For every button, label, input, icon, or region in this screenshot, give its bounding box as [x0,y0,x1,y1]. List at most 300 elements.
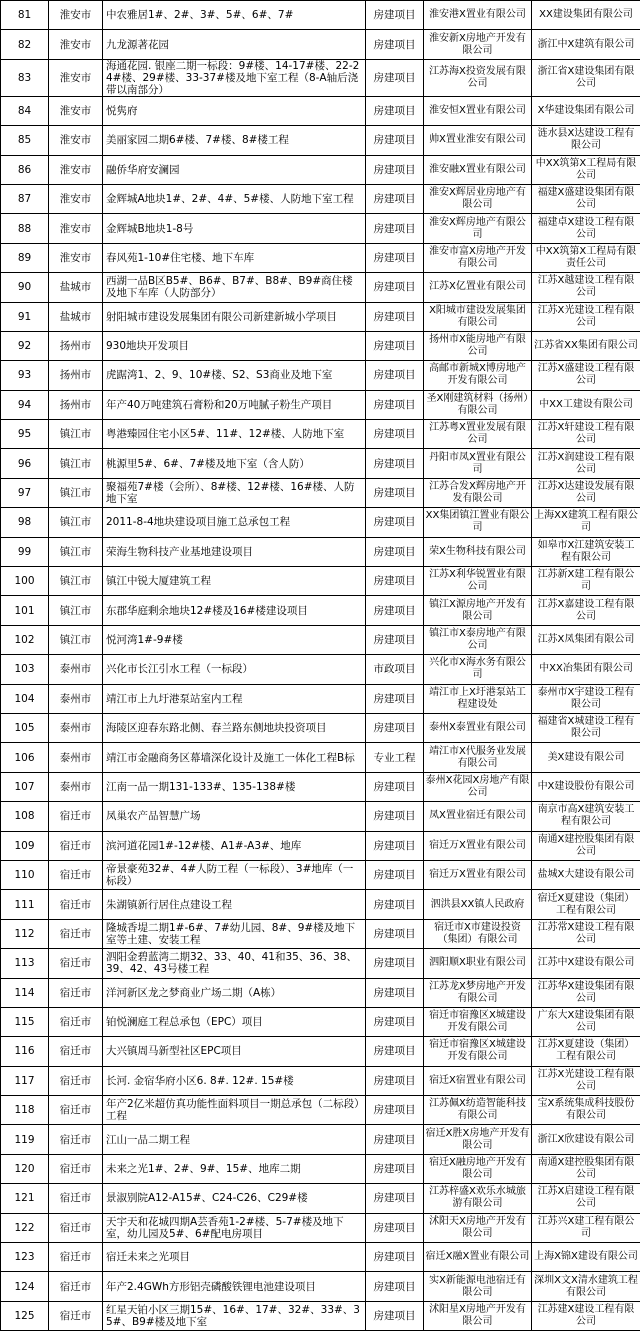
table-row [1,155,640,184]
table-row [1,273,640,302]
contractor-company-cell: 盐城X大建设有限公司 [532,860,640,889]
row-number-cell: 85 [1,126,49,155]
row-number-cell: 112 [1,919,49,948]
city-cell: 镇江市 [49,596,103,625]
project-type-cell: 房建项目 [366,273,424,302]
table-row [1,1037,640,1066]
city-cell: 宿迁市 [49,1184,103,1213]
city-cell: 泰州市 [49,655,103,684]
project-type-cell: 房建项目 [366,302,424,331]
city-cell: 宿迁市 [49,860,103,889]
project-type-cell: 房建项目 [366,390,424,419]
row-number-cell: 117 [1,1066,49,1095]
project-type-cell: 房建项目 [366,361,424,390]
city-cell: 镇江市 [49,567,103,596]
city-cell: 宿迁市 [49,1066,103,1095]
contractor-company-cell: 江苏X启建设工程有限公司 [532,1184,640,1213]
row-number-cell: 120 [1,1154,49,1183]
row-number-cell: 86 [1,155,49,184]
project-name-cell: 海通花园. 银座二期一标段：9#楼、14-17#楼、22-24#楼、29#楼、33-37#楼及地下室工程（8-A轴后浇带以南部分） [103,59,366,96]
project-type-cell: 房建项目 [366,978,424,1007]
city-cell: 淮安市 [49,243,103,272]
owner-company-cell: 靖江市X代服务业发展有限公司 [424,743,532,772]
project-type-cell: 房建项目 [366,567,424,596]
project-type-cell: 房建项目 [366,713,424,742]
row-number-cell: 104 [1,684,49,713]
city-cell: 镇江市 [49,508,103,537]
table-row [1,1125,640,1154]
contractor-company-cell: 如皋市X江建筑安装工程有限公司 [532,537,640,566]
table-row [1,449,640,478]
row-number-cell: 118 [1,1096,49,1125]
project-type-cell: 房建项目 [366,155,424,184]
project-type-cell: 房建项目 [366,214,424,243]
project-name-cell: 金辉城A地块1#、2#、4#、5#楼、人防地下室工程 [103,184,366,213]
owner-company-cell: 泰州X泰置业有限公司 [424,713,532,742]
project-name-cell: 宿迁未来之光项目 [103,1243,366,1272]
project-type-cell: 房建项目 [366,1037,424,1066]
project-type-cell: 房建项目 [366,1125,424,1154]
project-type-cell: 房建项目 [366,1007,424,1036]
contractor-company-cell: 中XX工建设有限公司 [532,390,640,419]
owner-company-cell: 沭阳星X房地产开发有限公司 [424,1301,532,1330]
contractor-company-cell: 江苏X光建设工程有限公司 [532,302,640,331]
project-name-cell: 春风苑1-10#住宅楼、地下车库 [103,243,366,272]
owner-company-cell: 宿迁X胜X房地产开发有限公司 [424,1125,532,1154]
row-number-cell: 108 [1,802,49,831]
project-name-cell: 江南一品一期131-133#、135-138#楼 [103,772,366,801]
row-number-cell: 91 [1,302,49,331]
project-name-cell: 靖江市上九圩港泵站室内工程 [103,684,366,713]
owner-company-cell: 淮安市富X房地产开发有限公司 [424,243,532,272]
row-number-cell: 121 [1,1184,49,1213]
owner-company-cell: 江苏梓盛X欢乐水城旅游有限公司 [424,1184,532,1213]
project-type-cell: 房建项目 [366,59,424,96]
row-number-cell: 90 [1,273,49,302]
project-name-cell: 年产2亿米超仿真功能性面料项目一期总承包（二标段）工程 [103,1096,366,1125]
city-cell: 淮安市 [49,30,103,59]
contractor-company-cell: 中XX筑第X工程局有限责任公司 [532,243,640,272]
table-row [1,655,640,684]
project-type-cell: 房建项目 [366,96,424,125]
contractor-company-cell: XX建设集团有限公司 [532,1,640,30]
row-number-cell: 93 [1,361,49,390]
project-type-cell: 房建项目 [366,860,424,889]
city-cell: 宿迁市 [49,1007,103,1036]
project-name-cell: 未来之光1#、2#、9#、15#、地库二期 [103,1154,366,1183]
project-name-cell: 融侨华府安澜园 [103,155,366,184]
owner-company-cell: 宿迁万X置业有限公司 [424,831,532,860]
row-number-cell: 107 [1,772,49,801]
city-cell: 扬州市 [49,331,103,360]
owner-company-cell: 江苏合发X辉房地产开发有限公司 [424,478,532,507]
project-type-cell: 房建项目 [366,420,424,449]
project-type-cell: 房建项目 [366,1213,424,1242]
contractor-company-cell: 浙江X欣建设有限公司 [532,1125,640,1154]
row-number-cell: 115 [1,1007,49,1036]
city-cell: 宿迁市 [49,1037,103,1066]
city-cell: 宿迁市 [49,919,103,948]
city-cell: 镇江市 [49,449,103,478]
row-number-cell: 94 [1,390,49,419]
project-name-cell: 930地块开发项目 [103,331,366,360]
table-row [1,478,640,507]
project-name-cell: 东郡华庭剩余地块12#楼及16#楼建设项目 [103,596,366,625]
project-name-cell: 美丽家园二期6#楼、7#楼、8#楼工程 [103,126,366,155]
owner-company-cell: 宿迁X宿置业有限公司 [424,1066,532,1095]
table-row [1,1272,640,1301]
owner-company-cell: 宿迁X融X置业有限公司 [424,1243,532,1272]
owner-company-cell: 圣X刚建筑材料（扬州）有限公司 [424,390,532,419]
owner-company-cell: 宿迁万X置业有限公司 [424,860,532,889]
row-number-cell: 105 [1,713,49,742]
contractor-company-cell: 江苏X光建设工程有限公司 [532,1066,640,1095]
contractor-company-cell: 福建省X城建设工程有限公司 [532,713,640,742]
contractor-company-cell: 江苏X轩建设工程有限公司 [532,420,640,449]
contractor-company-cell: 中XX筑第X工程局有限公司 [532,155,640,184]
table-row [1,802,640,831]
owner-company-cell: 淮安X辉房地产有限公司 [424,214,532,243]
city-cell: 宿迁市 [49,1096,103,1125]
row-number-cell: 103 [1,655,49,684]
city-cell: 淮安市 [49,126,103,155]
contractor-company-cell: 南通X建控股集团有限公司 [532,1154,640,1183]
owner-company-cell: 江苏X亿置业有限公司 [424,273,532,302]
row-number-cell: 97 [1,478,49,507]
project-name-cell: 九龙源著花园 [103,30,366,59]
city-cell: 盐城市 [49,273,103,302]
project-type-cell: 房建项目 [366,1096,424,1125]
project-name-cell: 悦河湾1#-9#楼 [103,625,366,654]
row-number-cell: 100 [1,567,49,596]
row-number-cell: 119 [1,1125,49,1154]
project-name-cell: 射阳城市建设发展集团有限公司新建新城小学项目 [103,302,366,331]
owner-company-cell: XX集团镇江置业有限公司 [424,508,532,537]
table-body [1,1,640,1331]
table-row [1,567,640,596]
owner-company-cell: 淮安恒X置业有限公司 [424,96,532,125]
project-type-cell: 房建项目 [366,478,424,507]
contractor-company-cell: 宿迁X夏建设（集团）工程有限公司 [532,890,640,919]
project-name-cell: 天宇天和花城四期A芸香苑1-2#楼、5-7#楼及地下室，幼儿园及5#、6#配电房项目 [103,1213,366,1242]
row-number-cell: 98 [1,508,49,537]
project-type-cell: 房建项目 [366,126,424,155]
contractor-company-cell: 南通X建控股集团有限公司 [532,831,640,860]
owner-company-cell: 凤X置业宿迁有限公司 [424,802,532,831]
owner-company-cell: 江苏龙X梦房地产开发有限公司 [424,978,532,1007]
project-type-cell: 房建项目 [366,1,424,30]
city-cell: 淮安市 [49,155,103,184]
row-number-cell: 106 [1,743,49,772]
project-type-cell: 房建项目 [366,890,424,919]
project-name-cell: 朱湖镇新行居住点建设工程 [103,890,366,919]
project-type-cell: 房建项目 [366,537,424,566]
project-name-cell: 长河. 金宿华府小区6. 8#. 12#. 15#楼 [103,1066,366,1095]
project-type-cell: 房建项目 [366,1154,424,1183]
row-number-cell: 95 [1,420,49,449]
project-name-cell: 隆城香堤二期1#-6#、7#幼儿园、8#、9#楼及地下室等土建、安装工程 [103,919,366,948]
contractor-company-cell: 江苏X润建设工程有限公司 [532,449,640,478]
owner-company-cell: 丹阳市凤X置业有限公司 [424,449,532,478]
table-row [1,361,640,390]
owner-company-cell: 淮安融X置业有限公司 [424,155,532,184]
project-type-cell: 房建项目 [366,449,424,478]
table-row [1,420,640,449]
owner-company-cell: 兴化市X海水务有限公司 [424,655,532,684]
row-number-cell: 102 [1,625,49,654]
contractor-company-cell: 上海XX建筑工程有限公司 [532,508,640,537]
contractor-company-cell: 江苏新X建工程有限公司 [532,567,640,596]
table-row [1,1066,640,1095]
table-row [1,508,640,537]
city-cell: 宿迁市 [49,1125,103,1154]
city-cell: 宿迁市 [49,1213,103,1242]
owner-company-cell: 淮安新X房地产开发有限公司 [424,30,532,59]
owner-company-cell: 荣X生物科技有限公司 [424,537,532,566]
project-name-cell: 红星天铂小区三期15#、16#、17#、32#、33#、35#、B9#楼及地下室 [103,1301,366,1330]
project-type-cell: 市政项目 [366,655,424,684]
table-row [1,919,640,948]
project-name-cell: 年产40万吨建筑石膏粉和20万吨腻子粉生产项目 [103,390,366,419]
project-type-cell: 房建项目 [366,625,424,654]
city-cell: 宿迁市 [49,1272,103,1301]
table-row [1,126,640,155]
owner-company-cell: 宿迁市宿豫区X城建设开发有限公司 [424,1037,532,1066]
owner-company-cell: 淮安港X置业有限公司 [424,1,532,30]
contractor-company-cell: 宝X系统集成科技股份有限公司 [532,1096,640,1125]
contractor-company-cell: 上海X锦X建设有限公司 [532,1243,640,1272]
table-row [1,684,640,713]
city-cell: 盐城市 [49,302,103,331]
project-name-cell: 景淑别院A12-A15#、C24-C26、C29#楼 [103,1184,366,1213]
owner-company-cell: 宿迁市宿豫区X城建设开发有限公司 [424,1007,532,1036]
table-row [1,1,640,30]
project-name-cell: 泗阳金碧蓝湾二期32、33、40、41和35、36、38、39、42、43号楼工程 [103,949,366,978]
city-cell: 扬州市 [49,390,103,419]
project-name-cell: 粤港臻园住宅小区5#、11#、12#楼、人防地下室 [103,420,366,449]
contractor-company-cell: 中XX冶集团有限公司 [532,655,640,684]
project-name-cell: 悦隽府 [103,96,366,125]
project-type-cell: 房建项目 [366,1301,424,1330]
table-row [1,1007,640,1036]
city-cell: 镇江市 [49,478,103,507]
owner-company-cell: 扬州市X能房地产有限公司 [424,331,532,360]
owner-company-cell: 宿迁X融房地产开发有限公司 [424,1154,532,1183]
owner-company-cell: 江苏粤X置业发展有限公司 [424,420,532,449]
city-cell: 淮安市 [49,59,103,96]
row-number-cell: 96 [1,449,49,478]
contractor-company-cell: 福建X盛建设集团有限公司 [532,184,640,213]
project-name-cell: 中农雅居1#、2#、3#、5#、6#、7# [103,1,366,30]
owner-company-cell: X阳城市建设发展集团有限公司 [424,302,532,331]
table-row [1,302,640,331]
row-number-cell: 83 [1,59,49,96]
owner-company-cell: 泗洪县XX镇人民政府 [424,890,532,919]
table-row [1,743,640,772]
contractor-company-cell: 南京市高X建筑安装工程有限公司 [532,802,640,831]
owner-company-cell: 淮安X辉居业房地产有限公司 [424,184,532,213]
row-number-cell: 122 [1,1213,49,1242]
owner-company-cell: 江苏海X投资发展有限公司 [424,59,532,96]
owner-company-cell: 宿迁市X市建设投资（集团）有限公司 [424,919,532,948]
contractor-company-cell: 广东大X建设集团有限公司 [532,1007,640,1036]
contractor-company-cell: 江苏常X建设工程有限公司 [532,919,640,948]
project-name-cell: 虎踞湾1、2、9、10#楼、S2、S3商业及地下室 [103,361,366,390]
table-row [1,184,640,213]
city-cell: 宿迁市 [49,1301,103,1330]
row-number-cell: 99 [1,537,49,566]
city-cell: 泰州市 [49,713,103,742]
contractor-company-cell: 江苏省XX集团有限公司 [532,331,640,360]
city-cell: 淮安市 [49,184,103,213]
project-name-cell: 铂悦澜庭工程总承包（EPC）项目 [103,1007,366,1036]
row-number-cell: 82 [1,30,49,59]
contractor-company-cell: 江苏X达建设发展有限公司 [532,478,640,507]
contractor-company-cell: 深圳X文X清水建筑工程有限公司 [532,1272,640,1301]
table-row [1,1243,640,1272]
project-type-cell: 房建项目 [366,243,424,272]
table-row [1,1096,640,1125]
row-number-cell: 125 [1,1301,49,1330]
project-type-cell: 房建项目 [366,831,424,860]
project-type-cell: 房建项目 [366,1066,424,1095]
project-name-cell: 年产2.4GWh方形铝壳磷酸铁锂电池建设项目 [103,1272,366,1301]
row-number-cell: 111 [1,890,49,919]
row-number-cell: 124 [1,1272,49,1301]
table-row [1,243,640,272]
city-cell: 泰州市 [49,743,103,772]
city-cell: 淮安市 [49,214,103,243]
project-name-cell: 桃源里5#、6#、7#楼及地下室（含人防） [103,449,366,478]
project-type-cell: 房建项目 [366,802,424,831]
owner-company-cell: 高邮市新城X博房地产开发有限公司 [424,361,532,390]
table-row [1,1213,640,1242]
table-row [1,772,640,801]
table-row [1,331,640,360]
project-type-cell: 房建项目 [366,30,424,59]
table-row [1,59,640,96]
project-name-cell: 帝景豪苑32#、4#人防工程（一标段）、3#地库（一标段） [103,860,366,889]
owner-company-cell: 镇江X源房地产开发有限公司 [424,596,532,625]
city-cell: 泰州市 [49,684,103,713]
contractor-company-cell: 江苏X越建设工程有限公司 [532,273,640,302]
contractor-company-cell: 涟水县X达建设工程有限公司 [532,126,640,155]
city-cell: 镇江市 [49,420,103,449]
city-cell: 宿迁市 [49,802,103,831]
project-name-cell: 海陵区迎春东路北侧、春兰路东侧地块投资项目 [103,713,366,742]
contractor-company-cell: X华建设集团有限公司 [532,96,640,125]
owner-company-cell: 泗阳顺X职业有限公司 [424,949,532,978]
project-type-cell: 房建项目 [366,1272,424,1301]
project-type-cell: 房建项目 [366,184,424,213]
project-name-cell: 西湖一品B区B5#、B6#、B7#、B8#、B9#商住楼及地下车库（人防部分） [103,273,366,302]
project-name-cell: 滨河道花园1#-12#楼、A1#-A3#、地库 [103,831,366,860]
project-name-cell: 凤巢农产品智慧广场 [103,802,366,831]
owner-company-cell: 镇江市X泰房地产有限公司 [424,625,532,654]
table-row [1,214,640,243]
row-number-cell: 87 [1,184,49,213]
project-name-cell: 荣海生物科技产业基地建设项目 [103,537,366,566]
city-cell: 宿迁市 [49,978,103,1007]
owner-company-cell: 沭阳天X房地产开发有限公司 [424,1213,532,1242]
city-cell: 宿迁市 [49,1154,103,1183]
project-name-cell: 聚福苑7#楼（会所）、8#楼、12#楼、16#楼、人防地下室 [103,478,366,507]
table-row [1,537,640,566]
city-cell: 淮安市 [49,96,103,125]
project-type-cell: 房建项目 [366,508,424,537]
project-type-cell: 房建项目 [366,919,424,948]
city-cell: 宿迁市 [49,949,103,978]
table-row [1,713,640,742]
project-type-cell: 房建项目 [366,684,424,713]
table-row [1,860,640,889]
table-row [1,1154,640,1183]
project-type-cell: 房建项目 [366,1184,424,1213]
owner-company-cell: 泰州X花园X房地产有限公司 [424,772,532,801]
contractor-company-cell: 泰州市X宇建设工程有限公司 [532,684,640,713]
row-number-cell: 92 [1,331,49,360]
project-name-cell: 靖江市金融商务区幕墙深化设计及施工一体化工程B标 [103,743,366,772]
table-row [1,30,640,59]
contractor-company-cell: 江苏建X建设工程有限公司 [532,1301,640,1330]
contractor-company-cell: 江苏兴X建工程有限公司 [532,1213,640,1242]
contractor-company-cell: 江苏X盛建设工程有限公司 [532,361,640,390]
owner-company-cell: 实X新能源电池宿迁有限公司 [424,1272,532,1301]
row-number-cell: 88 [1,214,49,243]
project-name-cell: 洋河新区龙之梦商业广场二期（A栋） [103,978,366,1007]
table-row [1,1301,640,1330]
contractor-company-cell: 浙江省X建设集团有限公司 [532,59,640,96]
contractor-company-cell: 浙江中X建筑有限公司 [532,30,640,59]
owner-company-cell: 帅X置业淮安有限公司 [424,126,532,155]
contractor-company-cell: 江苏中X建设有限公司 [532,949,640,978]
project-type-cell: 房建项目 [366,1243,424,1272]
project-type-cell: 房建项目 [366,949,424,978]
table-row [1,1184,640,1213]
table-row [1,831,640,860]
city-cell: 镇江市 [49,537,103,566]
project-name-cell: 兴化市长江引水工程（一标段） [103,655,366,684]
city-cell: 扬州市 [49,361,103,390]
contractor-company-cell: 中X建设股份有限公司 [532,772,640,801]
row-number-cell: 109 [1,831,49,860]
project-type-cell: 房建项目 [366,596,424,625]
owner-company-cell: 江苏佩X纺造智能科技有限公司 [424,1096,532,1125]
city-cell: 淮安市 [49,1,103,30]
row-number-cell: 89 [1,243,49,272]
owner-company-cell: 江苏X利华锐置业有限公司 [424,567,532,596]
table-row [1,978,640,1007]
project-name-cell: 2011-8-4地块建设项目施工总承包工程 [103,508,366,537]
contractor-company-cell: 福建卓X建设工程有限公司 [532,214,640,243]
row-number-cell: 113 [1,949,49,978]
row-number-cell: 101 [1,596,49,625]
row-number-cell: 110 [1,860,49,889]
row-number-cell: 116 [1,1037,49,1066]
city-cell: 镇江市 [49,625,103,654]
contractor-company-cell: 江苏华X建设集团有限公司 [532,978,640,1007]
project-name-cell: 江山一品二期工程 [103,1125,366,1154]
project-name-cell: 镇江中锐大厦建筑工程 [103,567,366,596]
owner-company-cell: 靖江市上X圩港泵站工程建设处 [424,684,532,713]
row-number-cell: 84 [1,96,49,125]
table-row [1,949,640,978]
project-type-cell: 专业工程 [366,743,424,772]
city-cell: 宿迁市 [49,831,103,860]
row-number-cell: 114 [1,978,49,1007]
city-cell: 宿迁市 [49,890,103,919]
contractor-company-cell: 美X建设有限公司 [532,743,640,772]
